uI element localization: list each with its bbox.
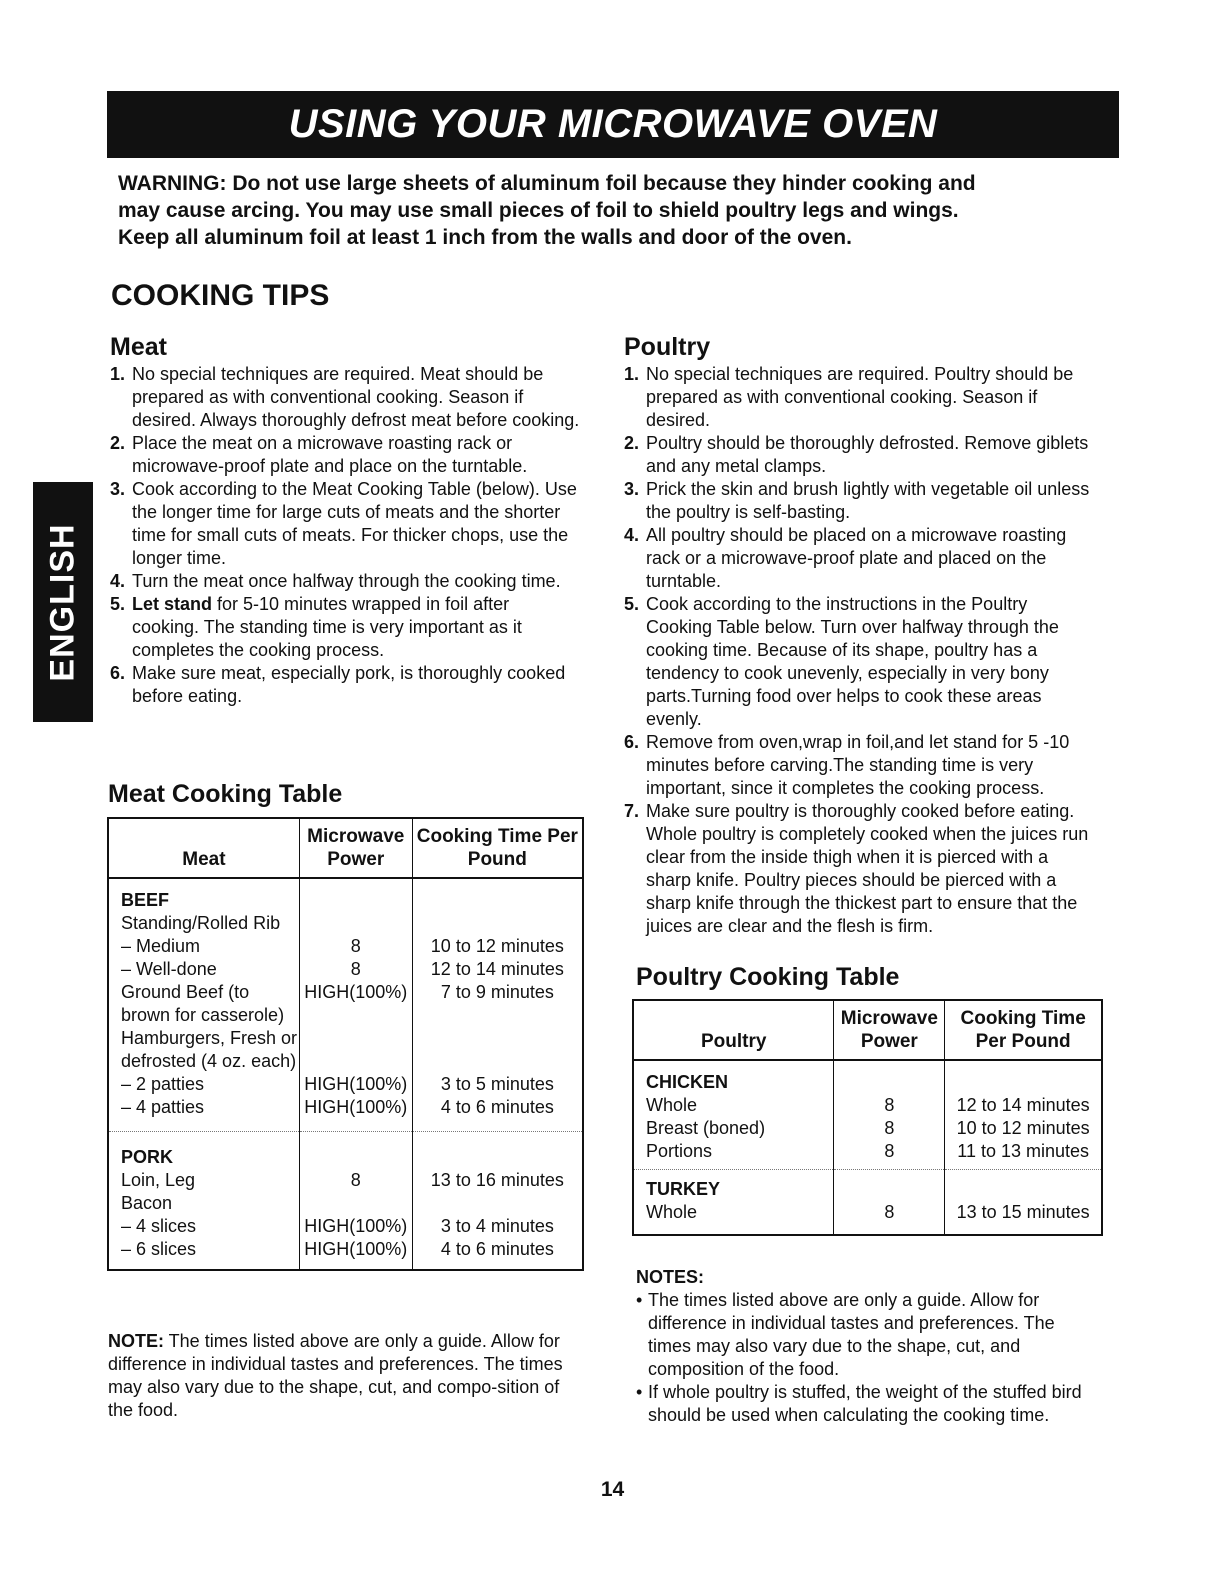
language-side-tab	[33, 482, 93, 722]
table-row: Whole 8 12 to 14 minutes	[633, 1094, 1102, 1117]
table-row: Breast (boned) 8 10 to 12 minutes	[633, 1117, 1102, 1140]
meat-note	[108, 1330, 584, 1422]
meat-cooking-table	[107, 817, 584, 1271]
group-label: CHICKEN	[646, 1072, 729, 1092]
table-row: – 4 patties HIGH(100%) 4 to 6 minutes	[108, 1096, 583, 1119]
meat-step: 3. Cook according to the Meat Cooking Table (below). Use the longer time for large cuts of meats and the shorter time for small cuts of meats. For thicker chops, use the longer time.	[110, 479, 577, 568]
poultry-step: 4. All poultry should be placed on a microwave roasting rack or a microwave-proof plate and placed on the turntable.	[624, 525, 1067, 591]
meat-step: 6. Make sure meat, especially pork, is thoroughly cooked before eating.	[110, 663, 566, 706]
table-row: Bacon	[108, 1192, 583, 1215]
table-row: Loin, Leg 8 13 to 16 minutes	[108, 1169, 583, 1192]
group-label: PORK	[121, 1147, 174, 1167]
notes-label: NOTES:	[636, 1267, 705, 1287]
poultry-step: 2. Poultry should be thoroughly defrosted. Remove giblets and any metal clamps.	[624, 433, 1089, 476]
meat-table-title: Meat Cooking Table	[108, 780, 343, 808]
header-meat: Meat	[108, 818, 299, 878]
table-row: – Well-done 8 12 to 14 minutes	[108, 958, 583, 981]
table-row: – 4 slices HIGH(100%) 3 to 4 minutes	[108, 1215, 583, 1238]
poultry-notes	[636, 1266, 1091, 1427]
page-number: 14	[600, 1478, 625, 1501]
poultry-step: 5. Cook according to the instructions in the Poultry Cooking Table below. Turn over halfway through the cooking time. Because of its shape, poultry has a tendency to cook unevenly, especially in very bony parts.Turning food over helps to cook these areas evenly.	[624, 594, 1059, 729]
poultry-step: 7. Make sure poultry is thoroughly cooked before eating. Whole poultry is completely cooked when the juices run clear from the inside thigh when it is pierced with a sharp knife. Poultry pieces should be pierced with a sharp knife through the thickest part to ensure that the juices are clear and the flesh is firm.	[624, 801, 1089, 936]
meat-step: 2. Place the meat on a microwave roasting rack or microwave-proof plate and place on the turntable.	[110, 433, 528, 476]
header-power: Microwave Power	[834, 1000, 945, 1060]
note-text: The times listed above are only a guide. Allow for difference in individual tastes and preferences. The times may also vary due to the shape, cut, and compo-sition of the food.	[108, 1331, 563, 1420]
table-header-row	[108, 818, 583, 878]
meat-step: 1. No special techniques are required. Meat should be prepared as with conventional cooking. Season if desired. Always thoroughly defrost meat before cooking.	[110, 364, 580, 430]
poultry-cooking-table	[632, 999, 1103, 1236]
table-row: – 2 patties HIGH(100%) 3 to 5 minutes	[108, 1073, 583, 1096]
poultry-step: 3. Prick the skin and brush lightly with vegetable oil unless the poultry is self-basting.	[624, 479, 1090, 522]
list-item: • The times listed above are only a guide. Allow for difference in individual tastes and preferences. The times may also vary due to the shape, cut, and composition of the food.	[636, 1289, 1091, 1381]
table-row: – Medium 8 10 to 12 minutes	[108, 935, 583, 958]
header-time: Cooking Time Per Pound	[945, 1000, 1102, 1060]
header-power: Microwave Power	[299, 818, 412, 878]
side-tab-label: ENGLISH	[43, 522, 82, 682]
group-label: TURKEY	[646, 1179, 721, 1199]
group-label: BEEF	[121, 890, 170, 910]
poultry-steps	[624, 363, 1094, 938]
list-item: • If whole poultry is stuffed, the weight of the stuffed bird should be used when calculating the cooking time.	[636, 1381, 1091, 1427]
poultry-step: 6. Remove from oven,wrap in foil,and let stand for 5 -10 minutes before carving.The standing time is very important, since it completes the cooking process.	[624, 732, 1070, 798]
table-row: – 6 slices HIGH(100%) 4 to 6 minutes	[108, 1238, 583, 1270]
warning-text: WARNING: Do not use large sheets of aluminum foil because they hinder cooking and may cause arcing. You may use small pieces of foil to shield poultry legs and wings. Keep all aluminum foil at least 1 inch from the walls and door of the oven.	[118, 172, 976, 249]
table-row: Standing/Rolled Rib	[108, 912, 583, 935]
header-poultry: Poultry	[633, 1000, 834, 1060]
table-row: Hamburgers, Fresh or defrosted (4 oz. each)	[108, 1027, 583, 1073]
notes-list	[636, 1289, 1091, 1427]
section-title: COOKING TIPS	[111, 279, 330, 312]
header-time: Cooking Time Per Pound	[412, 818, 583, 878]
table-header-row	[633, 1000, 1102, 1060]
banner-title: USING YOUR MICROWAVE OVEN	[288, 102, 938, 146]
table-row: Portions 8 11 to 13 minutes	[633, 1140, 1102, 1170]
note-label: NOTE:	[108, 1331, 164, 1351]
meat-step: 4. Turn the meat once halfway through the cooking time.	[110, 571, 561, 591]
poultry-table-title: Poultry Cooking Table	[636, 963, 900, 991]
meat-steps	[110, 363, 580, 708]
poultry-step: 1. No special techniques are required. Poultry should be prepared as with conventional cooking. Season if desired.	[624, 364, 1074, 430]
table-row: Whole 8 13 to 15 minutes	[633, 1201, 1102, 1235]
page-banner	[107, 91, 1119, 158]
poultry-heading: Poultry	[624, 333, 711, 361]
meat-step: 5. Let stand for 5-10 minutes wrapped in foil after cooking. The standing time is very important as it completes the cooking process.	[110, 594, 522, 660]
meat-heading: Meat	[110, 333, 167, 361]
table-row: Ground Beef (to brown for casserole) HIGH(100%) 7 to 9 minutes	[108, 981, 583, 1027]
